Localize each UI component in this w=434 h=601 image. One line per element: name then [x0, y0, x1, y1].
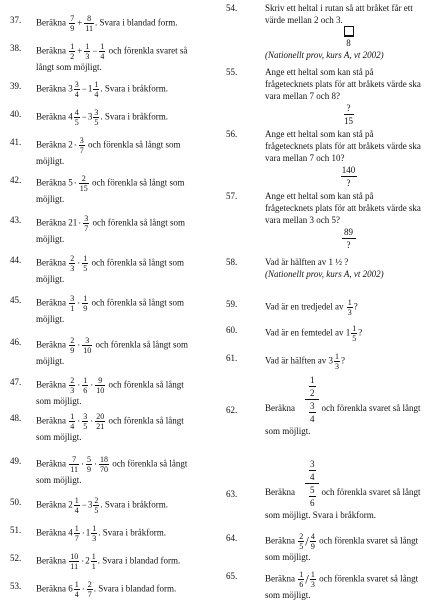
problem-number: 42.	[10, 175, 22, 185]
problem-number: 57.	[226, 191, 238, 201]
problem-text: Beräkna $\frac{1}{6}$ / $\frac{1}{3}$ och förenkla svaret så långt som möjligt.	[265, 570, 419, 600]
problem-number: 54.	[226, 3, 238, 13]
source-note: (Nationellt prov, kurs A, vt 2002)	[265, 269, 384, 279]
fraction: $\frac{8}{11}$	[85, 14, 94, 33]
problem-text: Beräkna 3 4 5 6 och förenkla svaret så långt som möjligt. Svara i bråkform.	[265, 459, 421, 520]
problem-text: Beräkna $\frac{1}{2}$ + $\frac{1}{3}$ − $\frac{1}{4}$ och förenkla svaret så långt som möjligt.	[36, 42, 188, 72]
fraction: 8	[344, 26, 354, 49]
fraction: $\frac{1}{3}$	[334, 352, 339, 371]
fraction: $\frac{4}{9}$	[310, 532, 315, 551]
fraction: $\frac{7}{11}$	[70, 455, 78, 474]
problem-text: Ange ett heltal som kan stå på frågetecknets plats för att bråkets värde ska vara mellan 7 och 10? 140 ?	[265, 129, 421, 188]
fraction: $\frac{1}{4}$	[94, 80, 99, 99]
problem-number: 63.	[226, 489, 238, 499]
problem-text: Vad är hälften av 3 $\frac{1}{3}$ ?	[265, 352, 345, 371]
fraction: $\frac{4}{5}$	[74, 108, 79, 127]
problem-number: 37.	[10, 15, 22, 25]
problem-number: 53.	[10, 581, 22, 591]
fraction: $\frac{1}{5}$	[83, 254, 88, 273]
fraction: $\frac{2}{15}$	[79, 174, 88, 193]
problem-number: 59.	[226, 299, 238, 309]
problem-text: Beräkna 6 $\frac{1}{4}$ · $\frac{2}{7}$ . Svara i blandad form.	[36, 580, 177, 599]
problem-text: Beräkna $\frac{2}{3}$ · $\frac{1}{6}$ · $\frac{9}{10}$ och förenkla så långt som möjligt.	[36, 376, 184, 406]
problem-text: Beräkna $\frac{7}{9}$ + $\frac{8}{11}$ . Svara i blandad form.	[36, 14, 178, 33]
fraction: $\frac{1}{3}$	[347, 298, 352, 317]
fraction: $\frac{9}{10}$	[96, 376, 105, 395]
problem-number: 46.	[10, 337, 22, 347]
problem-number: 58.	[226, 257, 238, 267]
fraction: $\frac{3}{7}$	[84, 214, 89, 233]
fraction: $\frac{1}{4}$	[70, 412, 75, 431]
fraction: $\frac{3}{1}$	[70, 294, 75, 313]
problem-text: Beräkna 3 $\frac{3}{4}$ −1 $\frac{1}{4}$ . Svara i bråkform.	[36, 80, 169, 99]
fraction: 89 ?	[342, 226, 356, 251]
problem-text: Beräkna 1 2 3 4 och förenkla svaret så långt som möjligt.	[265, 375, 421, 436]
fraction: $\frac{3}{4}$	[74, 80, 79, 99]
fraction: $\frac{1}{6}$	[83, 376, 88, 395]
fraction: $\frac{20}{21}$	[96, 412, 105, 431]
fraction: $\frac{1}{4}$	[100, 42, 105, 61]
fraction: $\frac{1}{1}$	[91, 552, 96, 571]
fraction: $\frac{2}{3}$	[70, 376, 75, 395]
fraction: $\frac{3}{7}$	[79, 136, 84, 155]
problem-number: 39.	[10, 81, 22, 91]
fraction: $\frac{1}{7}$	[74, 524, 79, 543]
fraction: $\frac{1}{2}$	[70, 42, 75, 61]
problem-text: Beräkna $\frac{2}{9}$ · $\frac{3}{10}$ och förenkla så långt som möjligt.	[36, 336, 188, 366]
problem-text: Beräkna 2 $\frac{1}{4}$ −3 $\frac{2}{5}$ . Svara i bråkform.	[36, 496, 169, 515]
fraction: $\frac{2}{5}$	[299, 532, 304, 551]
answer-box[interactable]	[344, 26, 354, 36]
problem-text: Beräkna $\frac{1}{4}$ · $\frac{3}{5}$ · $\frac{20}{21}$ och förenkla så långt som möjligt.	[36, 412, 184, 442]
fraction: $\frac{5}{9}$	[86, 455, 91, 474]
problem-number: 45.	[10, 295, 22, 305]
problem-text: Beräkna 21· $\frac{3}{7}$ och förenkla så långt som möjligt.	[36, 214, 185, 244]
problem-number: 49.	[10, 456, 22, 466]
problem-text: Vad är hälften av 1 ½ ? (Nationellt prov, kurs A, vt 2002)	[265, 257, 384, 279]
problem-text: Beräkna 5· $\frac{2}{15}$ och förenkla så långt som möjligt.	[36, 174, 185, 204]
fraction: $\frac{2}{5}$	[94, 496, 99, 515]
problem-text: Beräkna $\frac{3}{1}$ · $\frac{1}{9}$ och förenkla så långt som möjligt.	[36, 294, 184, 324]
problem-text: Beräkna $\frac{7}{11}$ · $\frac{5}{9}$ · $\frac{18}{70}$ och förenkla så långt som möjligt.	[36, 455, 188, 485]
problem-number: 56.	[226, 129, 238, 139]
fraction: $\frac{18}{70}$	[99, 455, 108, 474]
fraction: $\frac{3}{10}$	[83, 336, 92, 355]
problem-number: 64.	[226, 533, 238, 543]
problem-text: Beräkna 2· $\frac{3}{7}$ och förenkla så långt som möjligt.	[36, 136, 181, 166]
problem-number: 47.	[10, 377, 22, 387]
problem-number: 62.	[226, 405, 238, 415]
fraction: $\frac{1}{4}$	[74, 580, 79, 599]
problem-text: Beräkna $\frac{10}{11}$ ·2 $\frac{1}{1}$ . Svara i blandad form.	[36, 552, 181, 571]
problem-text: Beräkna $\frac{2}{5}$ / $\frac{4}{9}$ och förenkla svaret så långt som möjligt.	[265, 532, 419, 562]
problem-text: Vad är en tredjedel av $\frac{1}{3}$ ?	[265, 298, 358, 317]
problem-number: 55.	[226, 67, 238, 77]
fraction: $\frac{7}{9}$	[70, 14, 75, 33]
problem-text: Ange ett heltal som kan stå på frågetecknets plats för att bråkets värde ska vara mellan 7 och 8? ? 15	[265, 67, 421, 126]
fraction: $\frac{1}{3}$	[310, 570, 315, 589]
problem-text: Ange ett heltal som kan stå på frågetecknets plats för att bråkets värde ska vara mellan 3 och 5? 89 ?	[265, 191, 421, 250]
fraction: $\frac{1}{3}$	[85, 42, 90, 61]
problem-text: Beräkna 4 $\frac{4}{5}$ −3 $\frac{3}{5}$ . Svara i bråkform.	[36, 108, 169, 127]
fraction: $\frac{1}{3}$	[92, 524, 97, 543]
problem-number: 41.	[10, 137, 22, 147]
complex-fraction: 1 2 3 4	[305, 374, 319, 425]
fraction: $\frac{1}{6}$	[299, 570, 304, 589]
fraction: $\frac{1}{9}$	[83, 294, 88, 313]
fraction: $\frac{2}{3}$	[70, 254, 75, 273]
source-note: (Nationellt prov, kurs A, vt 2002)	[265, 50, 384, 60]
fraction: $\frac{3}{5}$	[83, 412, 88, 431]
problem-number: 51.	[10, 525, 22, 535]
problem-number: 44.	[10, 255, 22, 265]
fraction: $\frac{3}{5}$	[94, 108, 99, 127]
problem-number: 43.	[10, 215, 22, 225]
fraction: ? 15	[344, 103, 353, 126]
problem-number: 52.	[10, 553, 22, 563]
problem-number: 48.	[10, 413, 22, 423]
fraction: 140 ?	[341, 165, 356, 188]
complex-fraction: 3 4 5 6	[305, 458, 319, 509]
problem-number: 65.	[226, 571, 238, 581]
problem-number: 61.	[226, 353, 238, 363]
problem-text: Vad är en femtedel av 1 $\frac{1}{5}$ ?	[265, 324, 363, 343]
fraction: $\frac{2}{9}$	[70, 336, 75, 355]
fraction: $\frac{1}{5}$	[352, 324, 357, 343]
problem-text: Beräkna 4 $\frac{1}{7}$ ·1 $\frac{1}{3}$ . Svara i bråkform.	[36, 524, 166, 543]
fraction: $\frac{10}{11}$	[70, 552, 79, 571]
fraction: $\frac{2}{7}$	[87, 580, 92, 599]
problem-number: 40.	[10, 109, 22, 119]
fraction: $\frac{1}{4}$	[74, 496, 79, 515]
problem-text: Beräkna $\frac{2}{3}$ · $\frac{1}{5}$ och förenkla så långt som möjligt.	[36, 254, 184, 284]
problem-text: Skriv ett heltal i rutan så att bråket får ett värde mellan 2 och 3. 8 (Nationellt prov, kurs A, vt 2002)	[265, 3, 413, 60]
problem-number: 38.	[10, 43, 22, 53]
problem-number: 50.	[10, 497, 22, 507]
problem-number: 60.	[226, 325, 238, 335]
